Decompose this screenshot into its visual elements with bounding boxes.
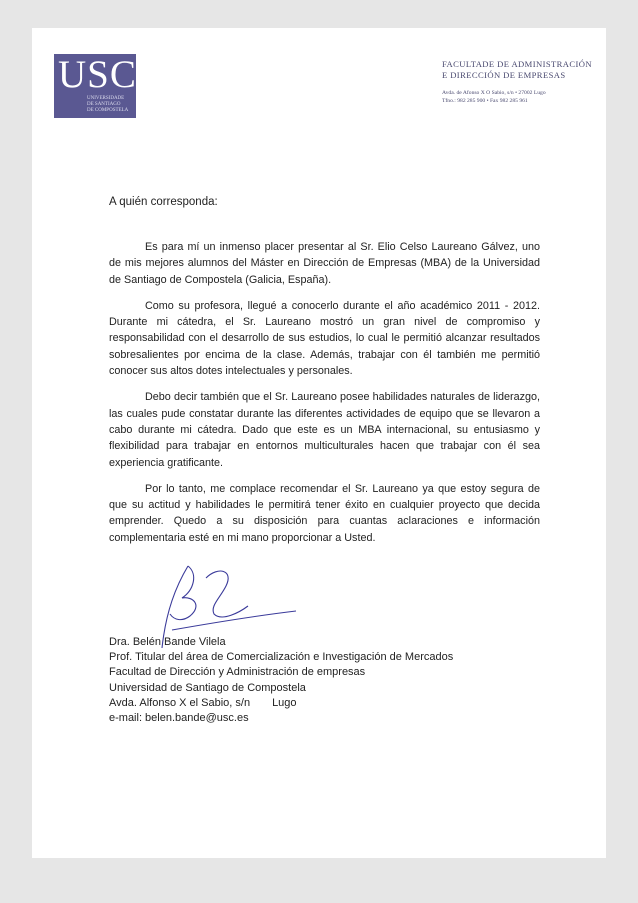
faculty-name-line2: E DIRECCIÓN DE EMPRESAS [442,70,566,80]
logo-line: DE SANTIAGO [87,102,121,108]
faculty-street: Avda. de Afonso X O Sabio, s/n • 27002 Lugo [442,90,546,96]
letter-body [109,239,540,556]
signer-city: Lugo [272,696,297,709]
signer-address: Avda. Alfonso X el Sabio, s/n [109,696,251,709]
faculty-phone: Tfno.: 982 285 900 • Fax 982 285 961 [442,98,528,104]
signer-address-line [109,696,453,711]
salutation: A quién corresponda: [109,196,218,208]
faculty-address [442,89,592,105]
faculty-name-line1: FACULTADE DE ADMINISTRACIÓN [442,59,593,69]
paragraph: Debo decir también que el Sr. Laureano posee habilidades naturales de liderazgo, las cuales pude constatar durante las diferentes actividades de equipo que se llevaron a cabo durante mi cátedra. Dado que este es un MBA internacional, su entusiasmo y flexibilidad para trabajar en entornos multiculturales hacen que trabajar con él sea experiencia gratificante. [109,391,540,469]
paragraph: Es para mí un inmenso placer presentar al Sr. Elio Celso Laureano Gálvez, uno de mis mejores alumnos del Máster en Dirección de Empresas (MBA) de la Universidad de Santiago de Compostela (Galicia, España). [109,241,540,286]
logo-line: UNIVERSIDADE [87,96,125,101]
logo-mark: USC [58,53,137,96]
logo-line: DE COMPOSTELA [87,108,129,114]
usc-logo [54,54,136,118]
signer-email: e-mail: belen.bande@usc.es [109,712,249,725]
signer-university: Universidad de Santiago de Compostela [109,681,306,694]
letter-page [32,28,606,858]
logo-university-name [87,96,128,115]
signer-title: Prof. Titular del área de Comercialización e Investigación de Mercados [109,651,454,664]
paragraph: Por lo tanto, me complace recomendar el Sr. Laureano ya que estoy segura de que su actitud y habilidades le permitirá tener éxito en cualquier proyecto que decida emprender. Quedo a su disposición para cuantas aclaraciones e información complementaria esté en mi mano proporcionar a Usted. [109,482,540,544]
signer-faculty: Facultad de Dirección y Administración de empresas [109,666,366,679]
paragraph: Como su profesora, llegué a conocerlo durante el año académico 2011 - 2012. Durante mi cátedra, el Sr. Laureano mostró un gran nivel de compromiso y responsabilidad con el desarrollo de sus estudios, lo cual le permitió alcanzar resultados sobresalientes por encima de la clase. Además, trabajar con él también me permitió conocer sus altos dotes intelectuales y personales. [109,299,540,378]
signature-block [109,635,453,726]
faculty-header [442,59,592,105]
signer-name: Dra. Belén Bande Vilela [109,636,226,648]
